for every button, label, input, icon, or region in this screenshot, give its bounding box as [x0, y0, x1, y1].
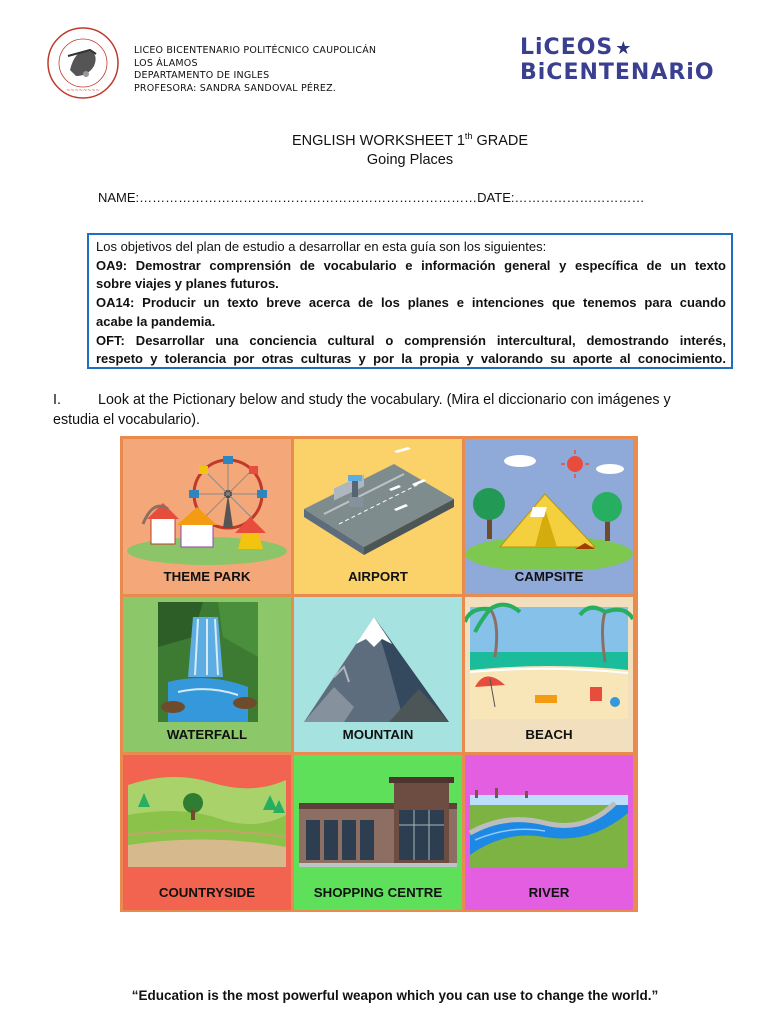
- pictionary-card: [294, 597, 462, 752]
- oft-text: OFT: Desarrollar una conciencia cultural o comprensión intercultural, demostrando interés,: [96, 332, 726, 348]
- shopping-centre-illustration: [294, 755, 462, 885]
- name-date-line[interactable]: NAME:……………………………………………………………………DATE:…………………………: [98, 190, 645, 205]
- waterfall-illustration: [123, 597, 291, 727]
- brand-line-1: LiCEOS: [520, 35, 614, 60]
- pictionary-card: [123, 755, 291, 910]
- liceos-bicentenario-logo: [520, 36, 720, 85]
- instruction: [53, 390, 733, 430]
- teacher-name: PROFESORA: SANDRA SANDOVAL PÉREZ.: [134, 82, 337, 94]
- objectives-box: [87, 233, 733, 369]
- pictionary-grid: [120, 436, 638, 912]
- worksheet-subtitle: Going Places: [366, 152, 454, 168]
- card-label: CAMPSITE: [514, 569, 584, 584]
- pictionary-card: [465, 439, 633, 594]
- card-label: MOUNTAIN: [342, 727, 414, 742]
- theme-park-illustration: [123, 439, 291, 569]
- pictionary-card: [465, 755, 633, 910]
- objectives-intro: Los objetivos del plan de estudio a desarrollar en esta guía son los siguientes:: [96, 239, 547, 254]
- oa9-text-cont: sobre viajes y planes futuros.: [96, 276, 279, 292]
- card-label: WATERFALL: [166, 727, 248, 742]
- department: DEPARTAMENTO DE INGLES: [134, 70, 270, 81]
- worksheet-title: ENGLISH WORKSHEET 1th GRADE: [291, 131, 529, 149]
- pictionary-card: [123, 439, 291, 594]
- card-label: RIVER: [528, 885, 570, 900]
- card-label: BEACH: [525, 727, 573, 742]
- instruction-text: Look at the Pictionary below and study the vocabulary. (Mira el diccionario con imágenes y: [98, 392, 671, 408]
- card-label: AIRPORT: [348, 569, 408, 584]
- card-label: THEME PARK: [163, 569, 251, 584]
- school-seal-logo: [46, 26, 120, 100]
- airport-illustration: [294, 439, 462, 569]
- quote: “Education is the most powerful weapon which you can use to change the world.”: [131, 988, 659, 1003]
- oa9-text: OA9: Demostrar comprensión de vocabulario e información general y específica de un texto: [96, 257, 726, 273]
- campsite-illustration: [465, 439, 633, 569]
- pictionary-card: [123, 597, 291, 752]
- instruction-text-cont: estudia el vocabulario).: [53, 412, 201, 428]
- oa14-text: OA14: Producir un texto breve acerca de los planes e intenciones que tenemos para cuando: [96, 295, 726, 311]
- school-name: LICEO BICENTENARIO POLITÉCNICO CAUPOLICÁN: [134, 45, 377, 56]
- pictionary-card: [465, 597, 633, 752]
- school-info: [134, 45, 376, 95]
- mountain-illustration: [294, 597, 462, 727]
- svg-text:~~~~~~~~: ~~~~~~~~: [66, 88, 100, 94]
- star-icon: ★: [615, 38, 633, 59]
- oa14-text-cont: acabe la pandemia.: [96, 313, 216, 329]
- school-location: LOS ÁLAMOS: [134, 57, 198, 69]
- pictionary-card: [294, 755, 462, 910]
- brand-line-2: BiCENTENARiO: [520, 60, 715, 85]
- river-illustration: [465, 755, 633, 885]
- beach-illustration: [465, 597, 633, 727]
- oft-text-cont: respeto y tolerancia por otras culturas y por la propia y valorando su aporte al conocimiento.: [96, 351, 726, 367]
- instruction-number: I.: [53, 392, 61, 408]
- card-label: SHOPPING CENTRE: [313, 885, 443, 900]
- countryside-illustration: [123, 755, 291, 885]
- card-label: COUNTRYSIDE: [158, 885, 256, 900]
- pictionary-card: [294, 439, 462, 594]
